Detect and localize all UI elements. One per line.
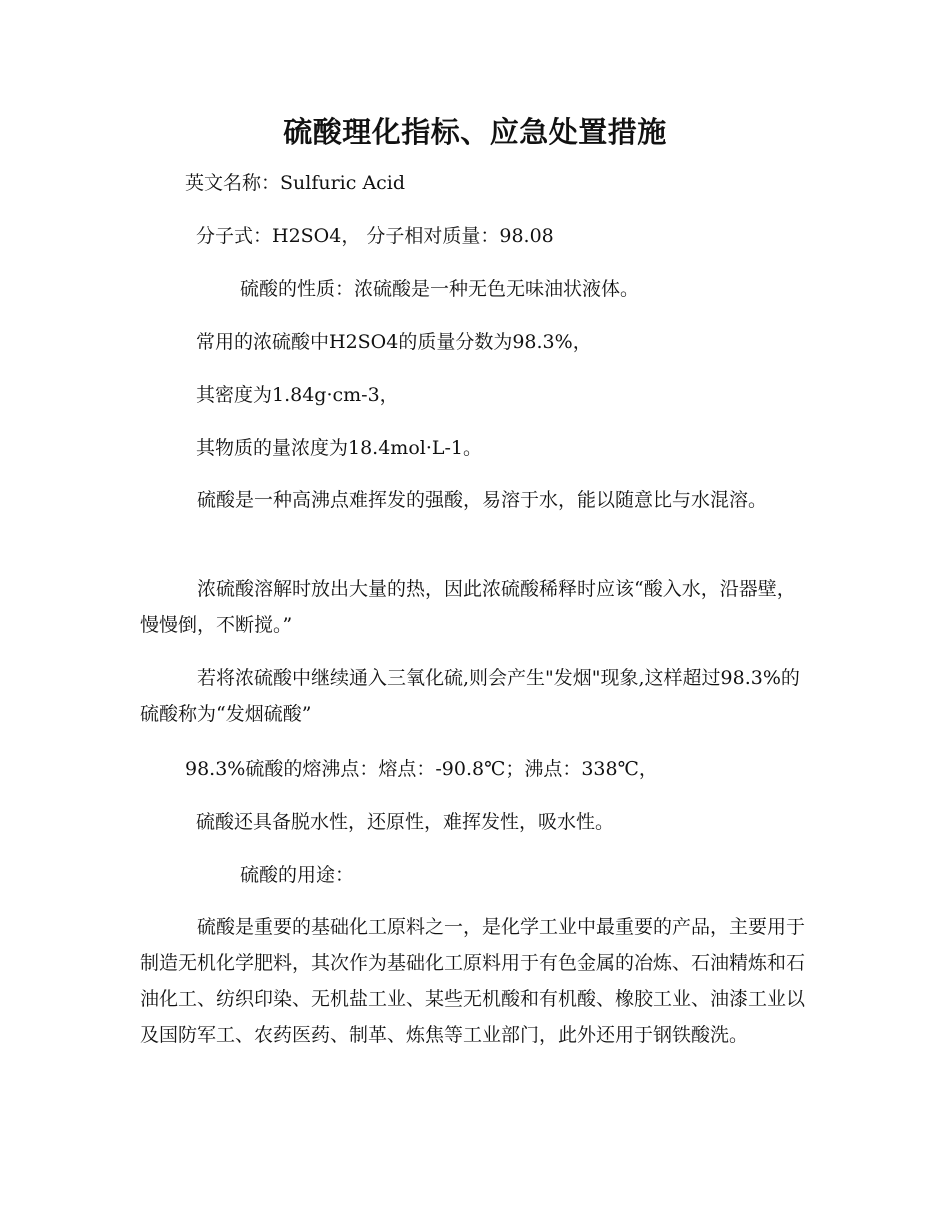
uses-heading: 硫酸的用途： <box>240 864 355 886</box>
density-line: 其密度为1.84g·cm-3， <box>196 384 399 406</box>
mass-fraction-line: 常用的浓硫酸中H2SO4的质量分数为98.3%， <box>196 331 592 353</box>
uses-paragraph: 硫酸是重要的基础化工原料之一，是化学工业中最重要的产品，主要用于制造无机化学肥料，其次作为基础化工原料用于有色金属的冶炼、石油精炼和石油化工、纺织印染、无机盐工业、某些无机酸和有机酸、橡胶工业、油漆工业以及国防军工、农药医药、制革、炼焦等工业部门，此外还用于钢铁酸洗。 <box>140 916 806 1046</box>
chemical-properties-line: 硫酸还具备脱水性，还原性，难挥发性，吸水性。 <box>196 811 615 833</box>
molecular-formula-line: 分子式：H2SO4， 分子相对质量：98.08 <box>196 225 554 247</box>
english-name-line: 英文名称：Sulfuric Acid <box>185 172 406 194</box>
concentration-line: 其物质的量浓度为18.4mol·L-1。 <box>196 437 483 459</box>
boiling-solubility-paragraph: 硫酸是一种高沸点难挥发的强酸，易溶于水，能以随意比与水混溶。 <box>197 489 768 511</box>
dilution-paragraph: 浓硫酸溶解时放出大量的热，因此浓硫酸稀释时应该“酸入水，沿器壁，慢慢倒，不断搅。” <box>140 578 796 636</box>
document-title: 硫酸理化指标、应急处置措施 <box>283 115 667 149</box>
properties-line: 硫酸的性质：浓硫酸是一种无色无味油状液体。 <box>240 278 640 300</box>
melting-boiling-points-line: 98.3%硫酸的熔沸点：熔点：-90.8℃；沸点：338℃， <box>185 758 658 780</box>
fuming-acid-paragraph: 若将浓硫酸中继续通入三氧化硫,则会产生"发烟"现象,这样超过98.3%的硫酸称为“发烟硫酸” <box>140 667 800 725</box>
